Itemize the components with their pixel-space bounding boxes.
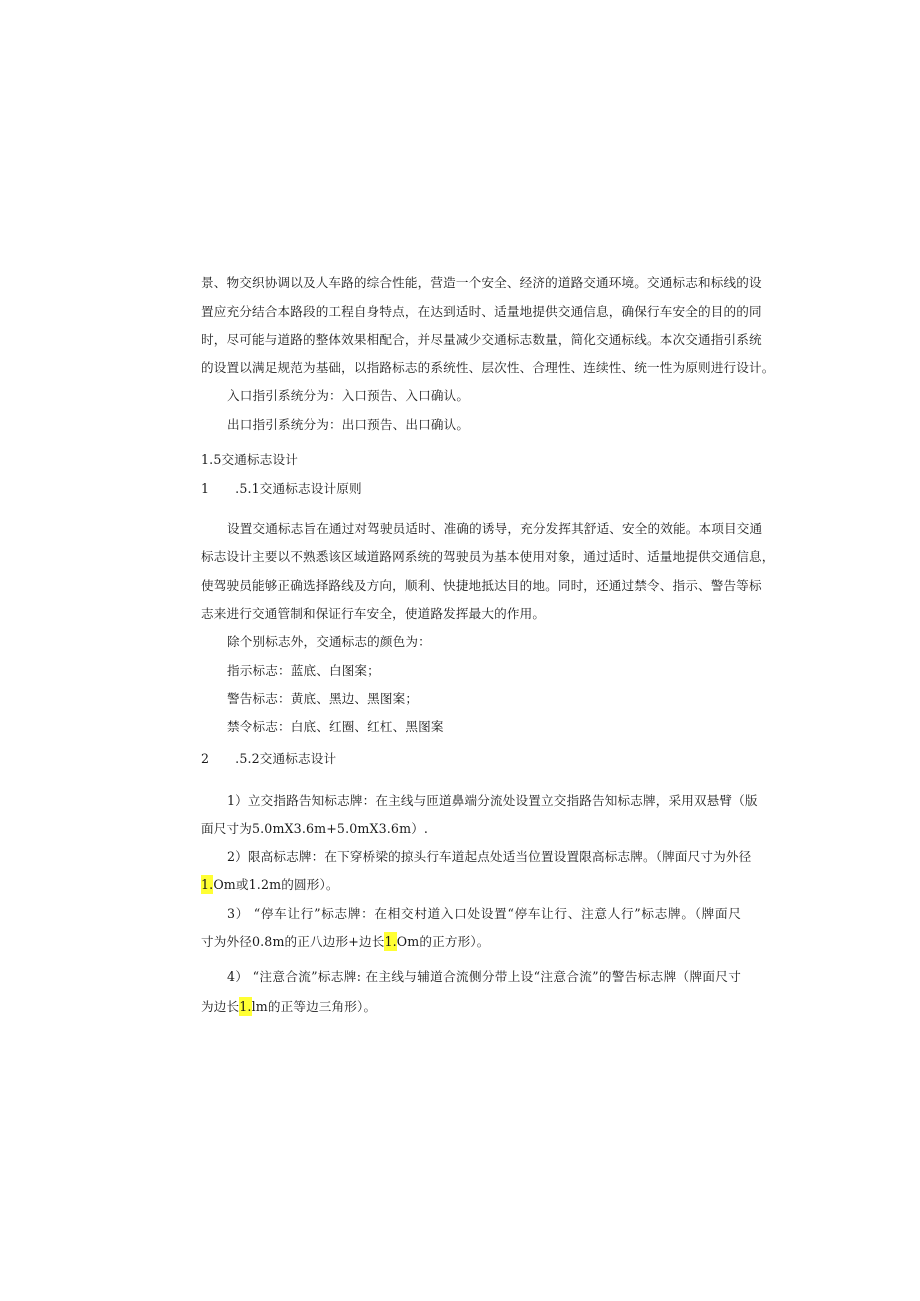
heading-number: 2 xyxy=(201,751,210,766)
item4-line2-rest: lm的正等边三角形）。 xyxy=(251,999,377,1014)
item3-line2 xyxy=(201,933,490,951)
color-warning-sign: 警告标志：黄底、黑边、黑图案； xyxy=(227,691,419,706)
subsection-heading-1-5-1 xyxy=(201,480,362,498)
item4-line1: 4） “注意合流”标志牌: 在主线与辅道合流侧分带上设“注意合流”的警告标志牌（牌面尺寸 xyxy=(227,969,741,984)
highlight-mark: 1. xyxy=(384,934,397,949)
heading-text: .5.1交通标志设计原则 xyxy=(235,481,362,496)
para1-line1: 景、物交织协调以及人车路的综合性能，营造一个安全、经济的道路交通环境。交通标志和标线的设 xyxy=(201,275,762,290)
heading-text: .5.2交通标志设计 xyxy=(235,751,337,766)
heading-number: 1 xyxy=(201,481,210,496)
para2-line2: 标志设计主要以不熟悉该区域道路网系统的驾驶员为基本使用对象，通过适时、适量地提供交通信息， xyxy=(201,549,775,564)
para1-line4: 的设置以满足规范为基础，以指路标志的系统性、层次性、合理性、连续性、统一性为原则进行设计。 xyxy=(201,360,775,375)
highlight-mark: 1. xyxy=(201,877,214,892)
section-heading-1-5: 1.5交通标志设计 xyxy=(201,452,298,467)
item3-line2-rest: Om的正方形）。 xyxy=(396,934,490,949)
para2-line4: 志来进行交通管制和保证行车安全，使道路发挥最大的作用。 xyxy=(201,606,546,621)
colors-intro: 除个别标志外，交通标志的颜色为： xyxy=(227,634,431,649)
item3-line1: 3） “停车让行”标志牌：在相交村道入口处设置“停车让行、注意人行”标志牌。（牌面尺 xyxy=(227,906,741,921)
item4-line2 xyxy=(201,998,376,1016)
exit-system-text: 出口指引系统分为：出口预告、出口确认。 xyxy=(227,417,470,432)
para2-line3: 使驾驶员能够正确选择路线及方向，顺利、快捷地抵达目的地。同时，还通过禁令、指示、警告等标 xyxy=(201,578,762,593)
item3-line2-pre: 寸为外径0.8m的正八边形+边长 xyxy=(201,934,385,949)
item1-line1: 1）立交指路告知标志牌：在主线与匝道鼻端分流处设置立交指路告知标志牌，采用双悬臂（版 xyxy=(227,793,758,808)
highlight-mark: 1. xyxy=(239,999,252,1014)
item1-line2: 面尺寸为5.0mX3.6m+5.0mX3.6m）. xyxy=(201,821,429,836)
para2-line1: 设置交通标志旨在通过对驾驶员适时、准确的诱导，充分发挥其舒适、安全的效能。本项目交通 xyxy=(227,521,763,536)
para1-line3: 时，尽可能与道路的整体效果相配合，并尽量减少交通标志数量，简化交通标线。本次交通指引系统 xyxy=(201,332,762,347)
item2-line2 xyxy=(201,876,339,894)
item2-line2-rest: Om或1.2m的圆形）。 xyxy=(213,877,339,892)
entry-system-text: 入口指引系统分为：入口预告、入口确认。 xyxy=(227,388,470,403)
para1-line2: 置应充分结合本路段的工程自身特点，在达到适时、适量地提供交通信息，确保行车安全的目的的同 xyxy=(201,304,762,319)
subsection-heading-1-5-2 xyxy=(201,750,336,768)
color-prohibition-sign: 禁令标志：白底、红圈、红杠、黑图案 xyxy=(227,719,444,734)
item4-line2-pre: 为边长 xyxy=(201,999,240,1014)
item2-line1: 2）限高标志牌：在下穿桥梁的掠头行车道起点处适当位置设置限高标志牌。（牌面尺寸为外径 xyxy=(227,849,752,864)
color-guide-sign: 指示标志：蓝底、白图案； xyxy=(227,663,380,678)
